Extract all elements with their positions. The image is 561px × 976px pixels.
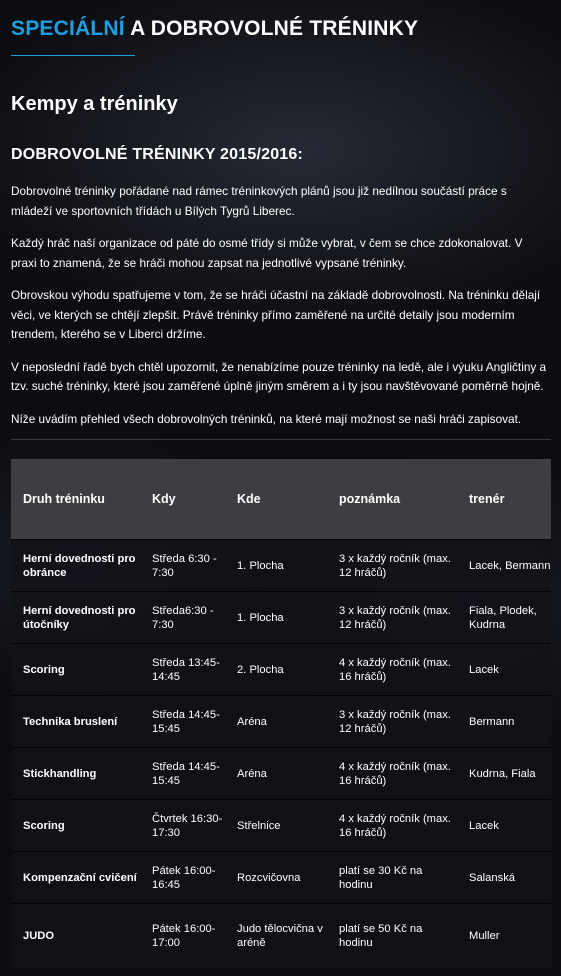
cell-training-type: Kompenzační cvičení xyxy=(11,852,140,904)
cell-training-type: JUDO xyxy=(11,904,140,969)
cell-coach: Lacek xyxy=(457,644,551,696)
cell-coach: Bermann xyxy=(457,696,551,748)
cell-where: 1. Plocha xyxy=(225,592,327,644)
table-row xyxy=(11,540,551,592)
cell-training-type: Technika bruslení xyxy=(11,696,140,748)
header-training-type: Druh tréninku xyxy=(11,459,140,540)
cell-training-type: Scoring xyxy=(11,800,140,852)
cell-coach: Fiala, Plodek, Kudrna xyxy=(457,592,551,644)
table-row xyxy=(11,644,551,696)
intro-paragraph: Dobrovolné tréninky pořádané nad rámec tréninkových plánů jsou již nedílnou součástí práce s mládeží ve sportovních třídách u Bílých Tygrů Liberec. xyxy=(11,184,507,218)
section-title-accent: SPECIÁLNÍ xyxy=(11,17,125,40)
cell-note: 3 x každý ročník (max. 12 hráčů) xyxy=(327,592,457,644)
title-underline xyxy=(11,55,135,56)
cell-note: 3 x každý ročník (max. 12 hráčů) xyxy=(327,540,457,592)
cell-when: Středa 14:45-15:45 xyxy=(140,696,225,748)
table-row xyxy=(11,852,551,904)
table-row xyxy=(11,592,551,644)
cell-where: 1. Plocha xyxy=(225,540,327,592)
table-row xyxy=(11,748,551,800)
cell-training-type: Herní dovednosti pro obránce xyxy=(11,540,140,592)
cell-note: platí se 30 Kč na hodinu xyxy=(327,852,457,904)
section-title xyxy=(11,17,418,41)
table-row xyxy=(11,904,551,969)
cell-note: 4 x každý ročník (max. 16 hráčů) xyxy=(327,644,457,696)
cell-when: Čtvrtek 16:30-17:30 xyxy=(140,800,225,852)
header-coach: trenér xyxy=(457,459,551,540)
trainings-table xyxy=(11,459,551,968)
cell-when: Středa 13:45-14:45 xyxy=(140,644,225,696)
cell-when: Pátek 16:00-16:45 xyxy=(140,852,225,904)
cell-note: 4 x každý ročník (max. 16 hráčů) xyxy=(327,800,457,852)
intro-paragraph: V neposlední řadě bych chtěl upozornit, že nenabízíme pouze tréninky na ledě, ale i výuku Angličtiny a tzv. suché tréninky, které jsou zaměřené úplně jiným směrem a i ty jsou navštěvované poměrně hojně. xyxy=(11,359,547,393)
cell-where: Střelnice xyxy=(225,800,327,852)
table-row xyxy=(11,696,551,748)
header-note: poznámka xyxy=(327,459,457,540)
intro-paragraph: Níže uvádím přehled všech dobrovolných tréninků, na které mají možnost se naši hráči zapisovat. xyxy=(11,411,522,426)
cell-when: Pátek 16:00-17:00 xyxy=(140,904,225,969)
intro-paragraph: Obrovskou výhodu spatřujeme v tom, že se hráči účastní na základě dobrovolnosti. Na tréninku dělají věci, ve kterých se chtějí zlepšit. Právě tréninky přímo zaměřené na určité detaily jsou moderním trendem, kterého se v Liberci držíme. xyxy=(11,288,541,341)
cell-note: 3 x každý ročník (max. 12 hráčů) xyxy=(327,696,457,748)
divider xyxy=(11,439,551,440)
section-title-rest: A DOBROVOLNÉ TRÉNINKY xyxy=(124,17,419,40)
cell-coach: Lacek, Bermann xyxy=(457,540,551,592)
cell-training-type: Herní dovednosti pro útočníky xyxy=(11,592,140,644)
page-subtitle: Kempy a tréninky xyxy=(11,93,178,115)
cell-coach: Muller xyxy=(457,904,551,969)
table-row xyxy=(11,800,551,852)
cell-when: Středa6:30 - 7:30 xyxy=(140,592,225,644)
season-heading: DOBROVOLNÉ TRÉNINKY 2015/2016: xyxy=(11,146,304,163)
cell-where: 2. Plocha xyxy=(225,644,327,696)
intro-paragraph: Každý hráč naší organizace od páté do osmé třídy si může vybrat, v čem se chce zdokonalovat. V praxi to znamená, že se hráči mohou zapsat na jednotlivé vypsané tréninky. xyxy=(11,236,523,270)
cell-coach: Kudrna, Fiala xyxy=(457,748,551,800)
table-header-row xyxy=(11,459,551,540)
cell-training-type: Scoring xyxy=(11,644,140,696)
cell-coach: Salanská xyxy=(457,852,551,904)
cell-where: Rozcvičovna xyxy=(225,852,327,904)
cell-when: Středa 14:45-15:45 xyxy=(140,748,225,800)
cell-where: Judo tělocvična v aréně xyxy=(225,904,327,969)
cell-when: Středa 6:30 - 7:30 xyxy=(140,540,225,592)
cell-where: Aréna xyxy=(225,748,327,800)
cell-where: Aréna xyxy=(225,696,327,748)
intro-text xyxy=(11,182,551,442)
header-when: Kdy xyxy=(140,459,225,540)
cell-training-type: Stickhandling xyxy=(11,748,140,800)
header-where: Kde xyxy=(225,459,327,540)
cell-note: 4 x každý ročník (max. 16 hráčů) xyxy=(327,748,457,800)
cell-note: platí se 50 Kč na hodinu xyxy=(327,904,457,969)
cell-coach: Lacek xyxy=(457,800,551,852)
